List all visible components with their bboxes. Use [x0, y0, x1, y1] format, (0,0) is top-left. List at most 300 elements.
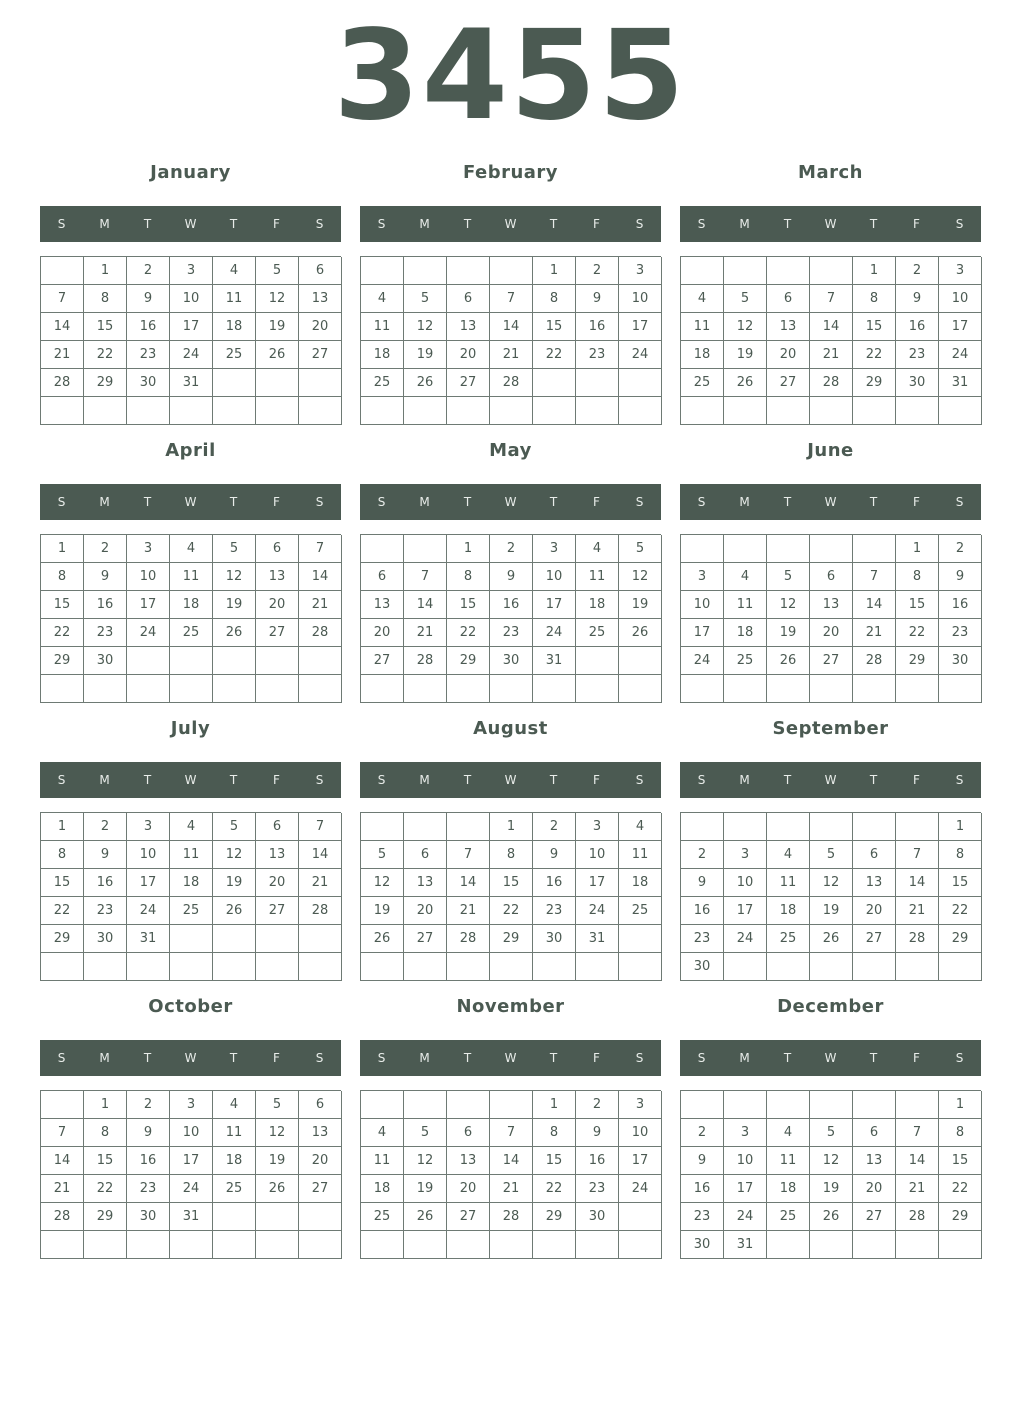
weekday-label: S	[377, 773, 386, 787]
day-cell: 21	[447, 897, 490, 925]
day-cell: 12	[256, 285, 299, 313]
day-cell: 9	[576, 285, 619, 313]
weekday-label: S	[635, 773, 644, 787]
empty-cell	[896, 1091, 939, 1119]
day-cell: 21	[490, 341, 533, 369]
day-cell: 30	[681, 1231, 724, 1259]
day-cell: 4	[361, 285, 404, 313]
day-cell: 27	[810, 647, 853, 675]
day-cell: 30	[681, 953, 724, 981]
empty-cell	[404, 813, 447, 841]
empty-cell	[853, 397, 896, 425]
empty-cell	[299, 369, 342, 397]
day-cell: 25	[213, 1175, 256, 1203]
empty-cell	[41, 953, 84, 981]
empty-cell	[84, 1231, 127, 1259]
empty-cell	[533, 953, 576, 981]
day-cell: 21	[41, 1175, 84, 1203]
day-cell: 7	[299, 535, 342, 563]
empty-cell	[724, 675, 767, 703]
day-cell: 2	[939, 535, 982, 563]
empty-cell	[681, 1091, 724, 1119]
weekday-label: F	[593, 773, 600, 787]
day-cell: 3	[681, 563, 724, 591]
day-cell: 7	[490, 285, 533, 313]
empty-cell	[299, 953, 342, 981]
day-cell: 31	[127, 925, 170, 953]
day-cell: 18	[767, 897, 810, 925]
day-cell: 14	[447, 869, 490, 897]
empty-cell	[896, 1231, 939, 1259]
empty-cell	[810, 813, 853, 841]
day-cell: 21	[41, 341, 84, 369]
empty-cell	[361, 1091, 404, 1119]
day-cell: 13	[853, 1147, 896, 1175]
day-cell: 14	[490, 313, 533, 341]
empty-cell	[724, 397, 767, 425]
day-cell: 14	[299, 563, 342, 591]
month-name: August	[473, 718, 548, 739]
empty-cell	[490, 397, 533, 425]
day-cell: 5	[213, 813, 256, 841]
weekday-label: F	[913, 495, 920, 509]
day-cell: 2	[896, 257, 939, 285]
empty-cell	[170, 675, 213, 703]
weekday-label: W	[184, 773, 197, 787]
empty-cell	[939, 675, 982, 703]
empty-cell	[361, 397, 404, 425]
empty-cell	[767, 1091, 810, 1119]
weekday-label: M	[99, 1051, 110, 1065]
empty-cell	[619, 953, 662, 981]
day-cell: 5	[767, 563, 810, 591]
day-cell: 17	[724, 1175, 767, 1203]
weekday-header	[40, 762, 341, 798]
weekday-label: F	[913, 773, 920, 787]
day-cell: 28	[896, 925, 939, 953]
weekday-label: T	[229, 495, 238, 509]
day-cell: 27	[299, 341, 342, 369]
empty-cell	[170, 1231, 213, 1259]
day-cell: 7	[853, 563, 896, 591]
day-cell: 4	[767, 1119, 810, 1147]
empty-cell	[41, 675, 84, 703]
day-cell: 14	[810, 313, 853, 341]
day-cell: 8	[896, 563, 939, 591]
day-cell: 26	[724, 369, 767, 397]
empty-cell	[127, 397, 170, 425]
day-cell: 6	[361, 563, 404, 591]
day-cell: 30	[127, 369, 170, 397]
day-cell: 3	[619, 257, 662, 285]
day-cell: 16	[490, 591, 533, 619]
day-cell: 27	[404, 925, 447, 953]
day-cell: 15	[84, 313, 127, 341]
day-cell: 22	[533, 341, 576, 369]
day-cell: 5	[404, 1119, 447, 1147]
day-cell: 21	[490, 1175, 533, 1203]
day-cell: 21	[810, 341, 853, 369]
weekday-label: M	[419, 495, 430, 509]
empty-cell	[619, 369, 662, 397]
day-cell: 20	[767, 341, 810, 369]
day-cell: 26	[361, 925, 404, 953]
day-cell: 20	[299, 1147, 342, 1175]
weekday-label: S	[57, 495, 66, 509]
weekday-label: S	[377, 495, 386, 509]
day-cell: 6	[256, 535, 299, 563]
empty-cell	[533, 1231, 576, 1259]
day-cell: 22	[896, 619, 939, 647]
day-cell: 3	[127, 535, 170, 563]
empty-cell	[619, 1203, 662, 1231]
day-cell: 7	[490, 1119, 533, 1147]
day-cell: 13	[853, 869, 896, 897]
month-name: February	[462, 162, 559, 183]
day-cell: 14	[404, 591, 447, 619]
empty-cell	[490, 675, 533, 703]
empty-cell	[41, 397, 84, 425]
day-grid	[360, 534, 661, 703]
day-cell: 20	[299, 313, 342, 341]
empty-cell	[447, 953, 490, 981]
day-cell: 16	[576, 1147, 619, 1175]
day-cell: 9	[576, 1119, 619, 1147]
day-cell: 24	[619, 1175, 662, 1203]
day-cell: 18	[170, 591, 213, 619]
day-cell: 23	[490, 619, 533, 647]
month-name: March	[798, 162, 863, 183]
day-cell: 29	[533, 1203, 576, 1231]
day-cell: 26	[404, 369, 447, 397]
empty-cell	[256, 925, 299, 953]
empty-cell	[576, 647, 619, 675]
day-cell: 4	[170, 535, 213, 563]
day-cell: 5	[256, 257, 299, 285]
empty-cell	[810, 1091, 853, 1119]
day-cell: 3	[170, 257, 213, 285]
day-cell: 16	[576, 313, 619, 341]
day-cell: 21	[853, 619, 896, 647]
weekday-label: S	[57, 1051, 66, 1065]
weekday-label: S	[315, 495, 324, 509]
empty-cell	[256, 1203, 299, 1231]
day-cell: 15	[896, 591, 939, 619]
day-cell: 29	[939, 925, 982, 953]
empty-cell	[361, 257, 404, 285]
day-cell: 18	[213, 313, 256, 341]
day-cell: 24	[576, 897, 619, 925]
day-cell: 11	[576, 563, 619, 591]
day-cell: 25	[681, 369, 724, 397]
day-cell: 10	[619, 285, 662, 313]
day-cell: 21	[404, 619, 447, 647]
day-cell: 22	[84, 341, 127, 369]
day-cell: 19	[213, 591, 256, 619]
empty-cell	[447, 675, 490, 703]
day-cell: 2	[490, 535, 533, 563]
day-cell: 12	[213, 563, 256, 591]
weekday-label: T	[869, 773, 878, 787]
day-cell: 28	[896, 1203, 939, 1231]
month-name: May	[489, 440, 532, 461]
day-cell: 15	[41, 591, 84, 619]
day-cell: 18	[619, 869, 662, 897]
day-cell: 11	[361, 1147, 404, 1175]
day-cell: 6	[299, 1091, 342, 1119]
weekday-label: F	[913, 217, 920, 231]
empty-cell	[299, 925, 342, 953]
day-cell: 4	[767, 841, 810, 869]
weekday-label: F	[913, 1051, 920, 1065]
empty-cell	[724, 535, 767, 563]
weekday-label: S	[635, 495, 644, 509]
weekday-header	[40, 206, 341, 242]
day-cell: 7	[447, 841, 490, 869]
day-cell: 28	[41, 1203, 84, 1231]
weekday-label: S	[315, 773, 324, 787]
day-cell: 15	[533, 1147, 576, 1175]
day-cell: 18	[170, 869, 213, 897]
empty-cell	[361, 1231, 404, 1259]
day-cell: 30	[127, 1203, 170, 1231]
empty-cell	[404, 1091, 447, 1119]
empty-cell	[896, 675, 939, 703]
empty-cell	[810, 675, 853, 703]
day-cell: 16	[84, 869, 127, 897]
day-cell: 4	[170, 813, 213, 841]
day-cell: 22	[533, 1175, 576, 1203]
day-cell: 6	[256, 813, 299, 841]
empty-cell	[127, 1231, 170, 1259]
empty-cell	[490, 257, 533, 285]
day-cell: 12	[810, 869, 853, 897]
empty-cell	[853, 675, 896, 703]
day-cell: 9	[896, 285, 939, 313]
day-cell: 17	[170, 313, 213, 341]
day-cell: 22	[41, 897, 84, 925]
day-cell: 14	[41, 313, 84, 341]
day-cell: 28	[490, 1203, 533, 1231]
weekday-label: S	[57, 217, 66, 231]
day-cell: 5	[619, 535, 662, 563]
day-cell: 23	[84, 619, 127, 647]
empty-cell	[447, 1091, 490, 1119]
year-title: 3455	[333, 4, 687, 148]
day-cell: 27	[299, 1175, 342, 1203]
weekday-label: S	[57, 773, 66, 787]
weekday-label: W	[184, 495, 197, 509]
day-cell: 2	[576, 257, 619, 285]
day-cell: 29	[41, 925, 84, 953]
day-cell: 13	[810, 591, 853, 619]
day-cell: 12	[404, 1147, 447, 1175]
day-cell: 15	[41, 869, 84, 897]
day-cell: 4	[213, 1091, 256, 1119]
weekday-label: S	[377, 1051, 386, 1065]
day-cell: 11	[213, 285, 256, 313]
empty-cell	[853, 535, 896, 563]
weekday-label: T	[143, 217, 152, 231]
empty-cell	[724, 953, 767, 981]
weekday-header	[680, 484, 981, 520]
day-cell: 23	[896, 341, 939, 369]
empty-cell	[299, 397, 342, 425]
weekday-label: W	[504, 217, 517, 231]
day-cell: 3	[533, 535, 576, 563]
empty-cell	[681, 813, 724, 841]
empty-cell	[213, 1203, 256, 1231]
day-cell: 17	[619, 1147, 662, 1175]
day-cell: 19	[619, 591, 662, 619]
empty-cell	[810, 535, 853, 563]
day-cell: 26	[810, 1203, 853, 1231]
empty-cell	[533, 397, 576, 425]
day-cell: 14	[896, 1147, 939, 1175]
empty-cell	[127, 675, 170, 703]
empty-cell	[127, 953, 170, 981]
day-cell: 15	[447, 591, 490, 619]
empty-cell	[41, 257, 84, 285]
day-cell: 31	[576, 925, 619, 953]
weekday-label: F	[273, 217, 280, 231]
day-cell: 1	[533, 257, 576, 285]
day-cell: 20	[256, 869, 299, 897]
day-cell: 23	[127, 1175, 170, 1203]
weekday-label: T	[549, 495, 558, 509]
day-cell: 22	[490, 897, 533, 925]
weekday-label: F	[273, 495, 280, 509]
day-cell: 7	[896, 1119, 939, 1147]
day-grid	[360, 812, 661, 981]
day-cell: 21	[896, 897, 939, 925]
weekday-label: F	[273, 1051, 280, 1065]
empty-cell	[361, 953, 404, 981]
day-cell: 30	[533, 925, 576, 953]
day-cell: 10	[127, 563, 170, 591]
day-cell: 30	[84, 925, 127, 953]
day-cell: 27	[256, 619, 299, 647]
day-cell: 22	[41, 619, 84, 647]
empty-cell	[619, 925, 662, 953]
month-name: January	[150, 162, 231, 183]
empty-cell	[213, 675, 256, 703]
empty-cell	[404, 1231, 447, 1259]
weekday-label: W	[824, 773, 837, 787]
empty-cell	[576, 397, 619, 425]
weekday-label: M	[99, 495, 110, 509]
day-cell: 22	[853, 341, 896, 369]
day-cell: 10	[724, 869, 767, 897]
weekday-label: W	[824, 495, 837, 509]
day-cell: 21	[896, 1175, 939, 1203]
day-cell: 6	[853, 1119, 896, 1147]
day-cell: 26	[213, 897, 256, 925]
weekday-label: T	[783, 495, 792, 509]
day-cell: 7	[299, 813, 342, 841]
empty-cell	[404, 675, 447, 703]
day-cell: 26	[404, 1203, 447, 1231]
day-cell: 11	[170, 563, 213, 591]
day-cell: 24	[724, 925, 767, 953]
weekday-label: T	[549, 773, 558, 787]
day-cell: 15	[939, 1147, 982, 1175]
weekday-label: S	[315, 217, 324, 231]
day-cell: 31	[170, 369, 213, 397]
empty-cell	[299, 1231, 342, 1259]
day-cell: 2	[84, 813, 127, 841]
day-cell: 15	[490, 869, 533, 897]
weekday-label: T	[229, 773, 238, 787]
empty-cell	[299, 1203, 342, 1231]
day-cell: 6	[447, 1119, 490, 1147]
day-grid	[360, 256, 661, 425]
day-cell: 20	[810, 619, 853, 647]
day-cell: 8	[533, 285, 576, 313]
day-grid	[360, 1090, 661, 1259]
day-cell: 27	[767, 369, 810, 397]
day-cell: 10	[576, 841, 619, 869]
day-cell: 13	[447, 313, 490, 341]
weekday-label: F	[273, 773, 280, 787]
month-name: July	[170, 718, 211, 739]
empty-cell	[810, 257, 853, 285]
weekday-label: T	[463, 217, 472, 231]
empty-cell	[681, 675, 724, 703]
empty-cell	[256, 647, 299, 675]
empty-cell	[404, 397, 447, 425]
day-cell: 24	[681, 647, 724, 675]
weekday-label: T	[229, 1051, 238, 1065]
day-cell: 6	[767, 285, 810, 313]
day-grid	[40, 534, 341, 703]
day-cell: 14	[299, 841, 342, 869]
weekday-label: M	[99, 217, 110, 231]
day-cell: 25	[361, 369, 404, 397]
day-grid	[40, 256, 341, 425]
empty-cell	[170, 925, 213, 953]
day-cell: 1	[896, 535, 939, 563]
weekday-header	[680, 1040, 981, 1076]
empty-cell	[853, 1231, 896, 1259]
empty-cell	[853, 1091, 896, 1119]
day-cell: 12	[361, 869, 404, 897]
day-cell: 21	[299, 591, 342, 619]
day-cell: 29	[896, 647, 939, 675]
day-cell: 29	[84, 369, 127, 397]
weekday-label: S	[635, 1051, 644, 1065]
day-cell: 9	[681, 869, 724, 897]
month-name: November	[456, 996, 565, 1017]
day-cell: 6	[810, 563, 853, 591]
day-cell: 8	[533, 1119, 576, 1147]
weekday-label: S	[377, 217, 386, 231]
empty-cell	[170, 397, 213, 425]
day-cell: 28	[447, 925, 490, 953]
day-cell: 5	[724, 285, 767, 313]
day-cell: 30	[84, 647, 127, 675]
weekday-header	[360, 762, 661, 798]
empty-cell	[447, 1231, 490, 1259]
day-cell: 18	[724, 619, 767, 647]
day-cell: 27	[853, 1203, 896, 1231]
weekday-label: F	[593, 495, 600, 509]
day-grid	[40, 1090, 341, 1259]
weekday-label: M	[99, 773, 110, 787]
day-cell: 19	[256, 1147, 299, 1175]
empty-cell	[853, 813, 896, 841]
day-cell: 17	[619, 313, 662, 341]
